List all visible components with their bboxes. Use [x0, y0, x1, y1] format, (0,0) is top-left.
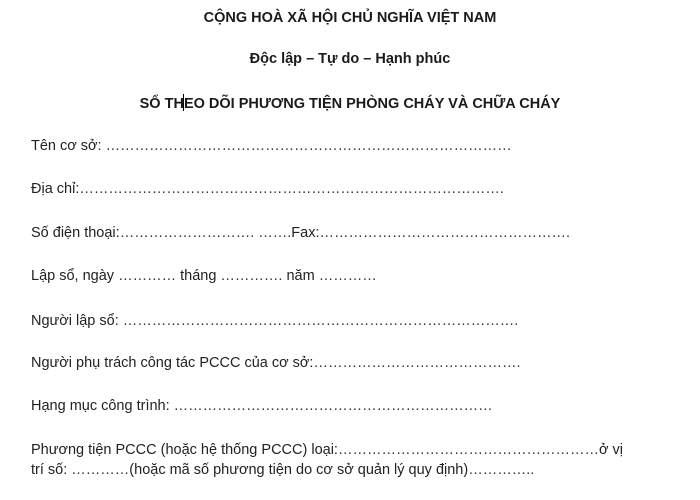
fax-label: Fax:	[291, 225, 320, 241]
document-title-part1: SỔ TH	[139, 96, 184, 112]
field-nguoi-lap-so[interactable]	[31, 313, 518, 329]
month-fill-in-dots[interactable]: ………….	[220, 268, 283, 284]
field-label: Hạng mục công trình:	[31, 398, 174, 414]
field-ten-co-so[interactable]	[31, 138, 512, 154]
fax-fill-in-dots[interactable]: …………………………………………….	[319, 225, 571, 241]
fill-in-dots[interactable]: ……………………………………………………………………….	[122, 313, 519, 329]
fill-in-dots[interactable]: …………………………………………………………………………	[105, 138, 512, 154]
location-label-start: ở vị	[598, 442, 623, 458]
fill-in-dots[interactable]: …………………………………………………………………………….	[79, 181, 504, 197]
field-dia-chi[interactable]	[31, 181, 504, 197]
national-title: CỘNG HOÀ XÃ HỘI CHỦ NGHĨA VIỆT NAM	[203, 10, 497, 26]
field-label: Địa chỉ:	[31, 181, 80, 197]
year-fill-in-dots[interactable]: …………	[318, 268, 377, 284]
field-hang-muc-cong-trinh[interactable]	[31, 398, 493, 414]
field-label: Người lập sổ:	[31, 313, 123, 329]
fill-in-dots[interactable]: …………………………………….	[313, 355, 521, 371]
field-nguoi-phu-trach[interactable]	[31, 355, 520, 371]
field-lap-so-date[interactable]	[31, 268, 377, 284]
day-fill-in-dots[interactable]: …………	[118, 268, 177, 284]
day-label: Lập sổ, ngày	[31, 268, 119, 284]
field-label: Người phụ trách công tác PCCC của cơ sở:	[31, 355, 314, 371]
field-label: Phương tiện PCCC (hoặc hệ thống PCCC) loại:	[31, 442, 338, 458]
field-so-dien-thoai[interactable]	[31, 225, 570, 241]
location-label-end: trí số:	[31, 462, 72, 478]
field-label: Số điện thoại:	[31, 225, 120, 241]
document-title	[0, 94, 700, 112]
fill-in-dots[interactable]: …………………………………………………………	[173, 398, 493, 414]
document-title-part2: EO DÕI PHƯƠNG TIỆN PHÒNG CHÁY VÀ CHỮA CHÁY	[183, 96, 561, 112]
month-label: tháng	[176, 268, 221, 284]
field-label: Tên cơ sở:	[31, 138, 106, 154]
location-fill-in-dots[interactable]: …………	[71, 462, 130, 478]
year-label: năm	[282, 268, 319, 284]
phone-fill-in-dots[interactable]: ………………………. …….	[119, 225, 292, 241]
national-motto: Độc lập – Tự do – Hạnh phúc	[249, 51, 451, 67]
code-fill-in-dots[interactable]: …………..	[468, 462, 535, 478]
code-note-text: (hoặc mã số phương tiện do cơ sở quản lý quy định)	[129, 462, 469, 478]
field-phuong-tien-line1[interactable]	[31, 442, 623, 458]
type-fill-in-dots[interactable]: ………………………………………………	[337, 442, 599, 458]
field-phuong-tien-line2[interactable]	[31, 462, 534, 478]
